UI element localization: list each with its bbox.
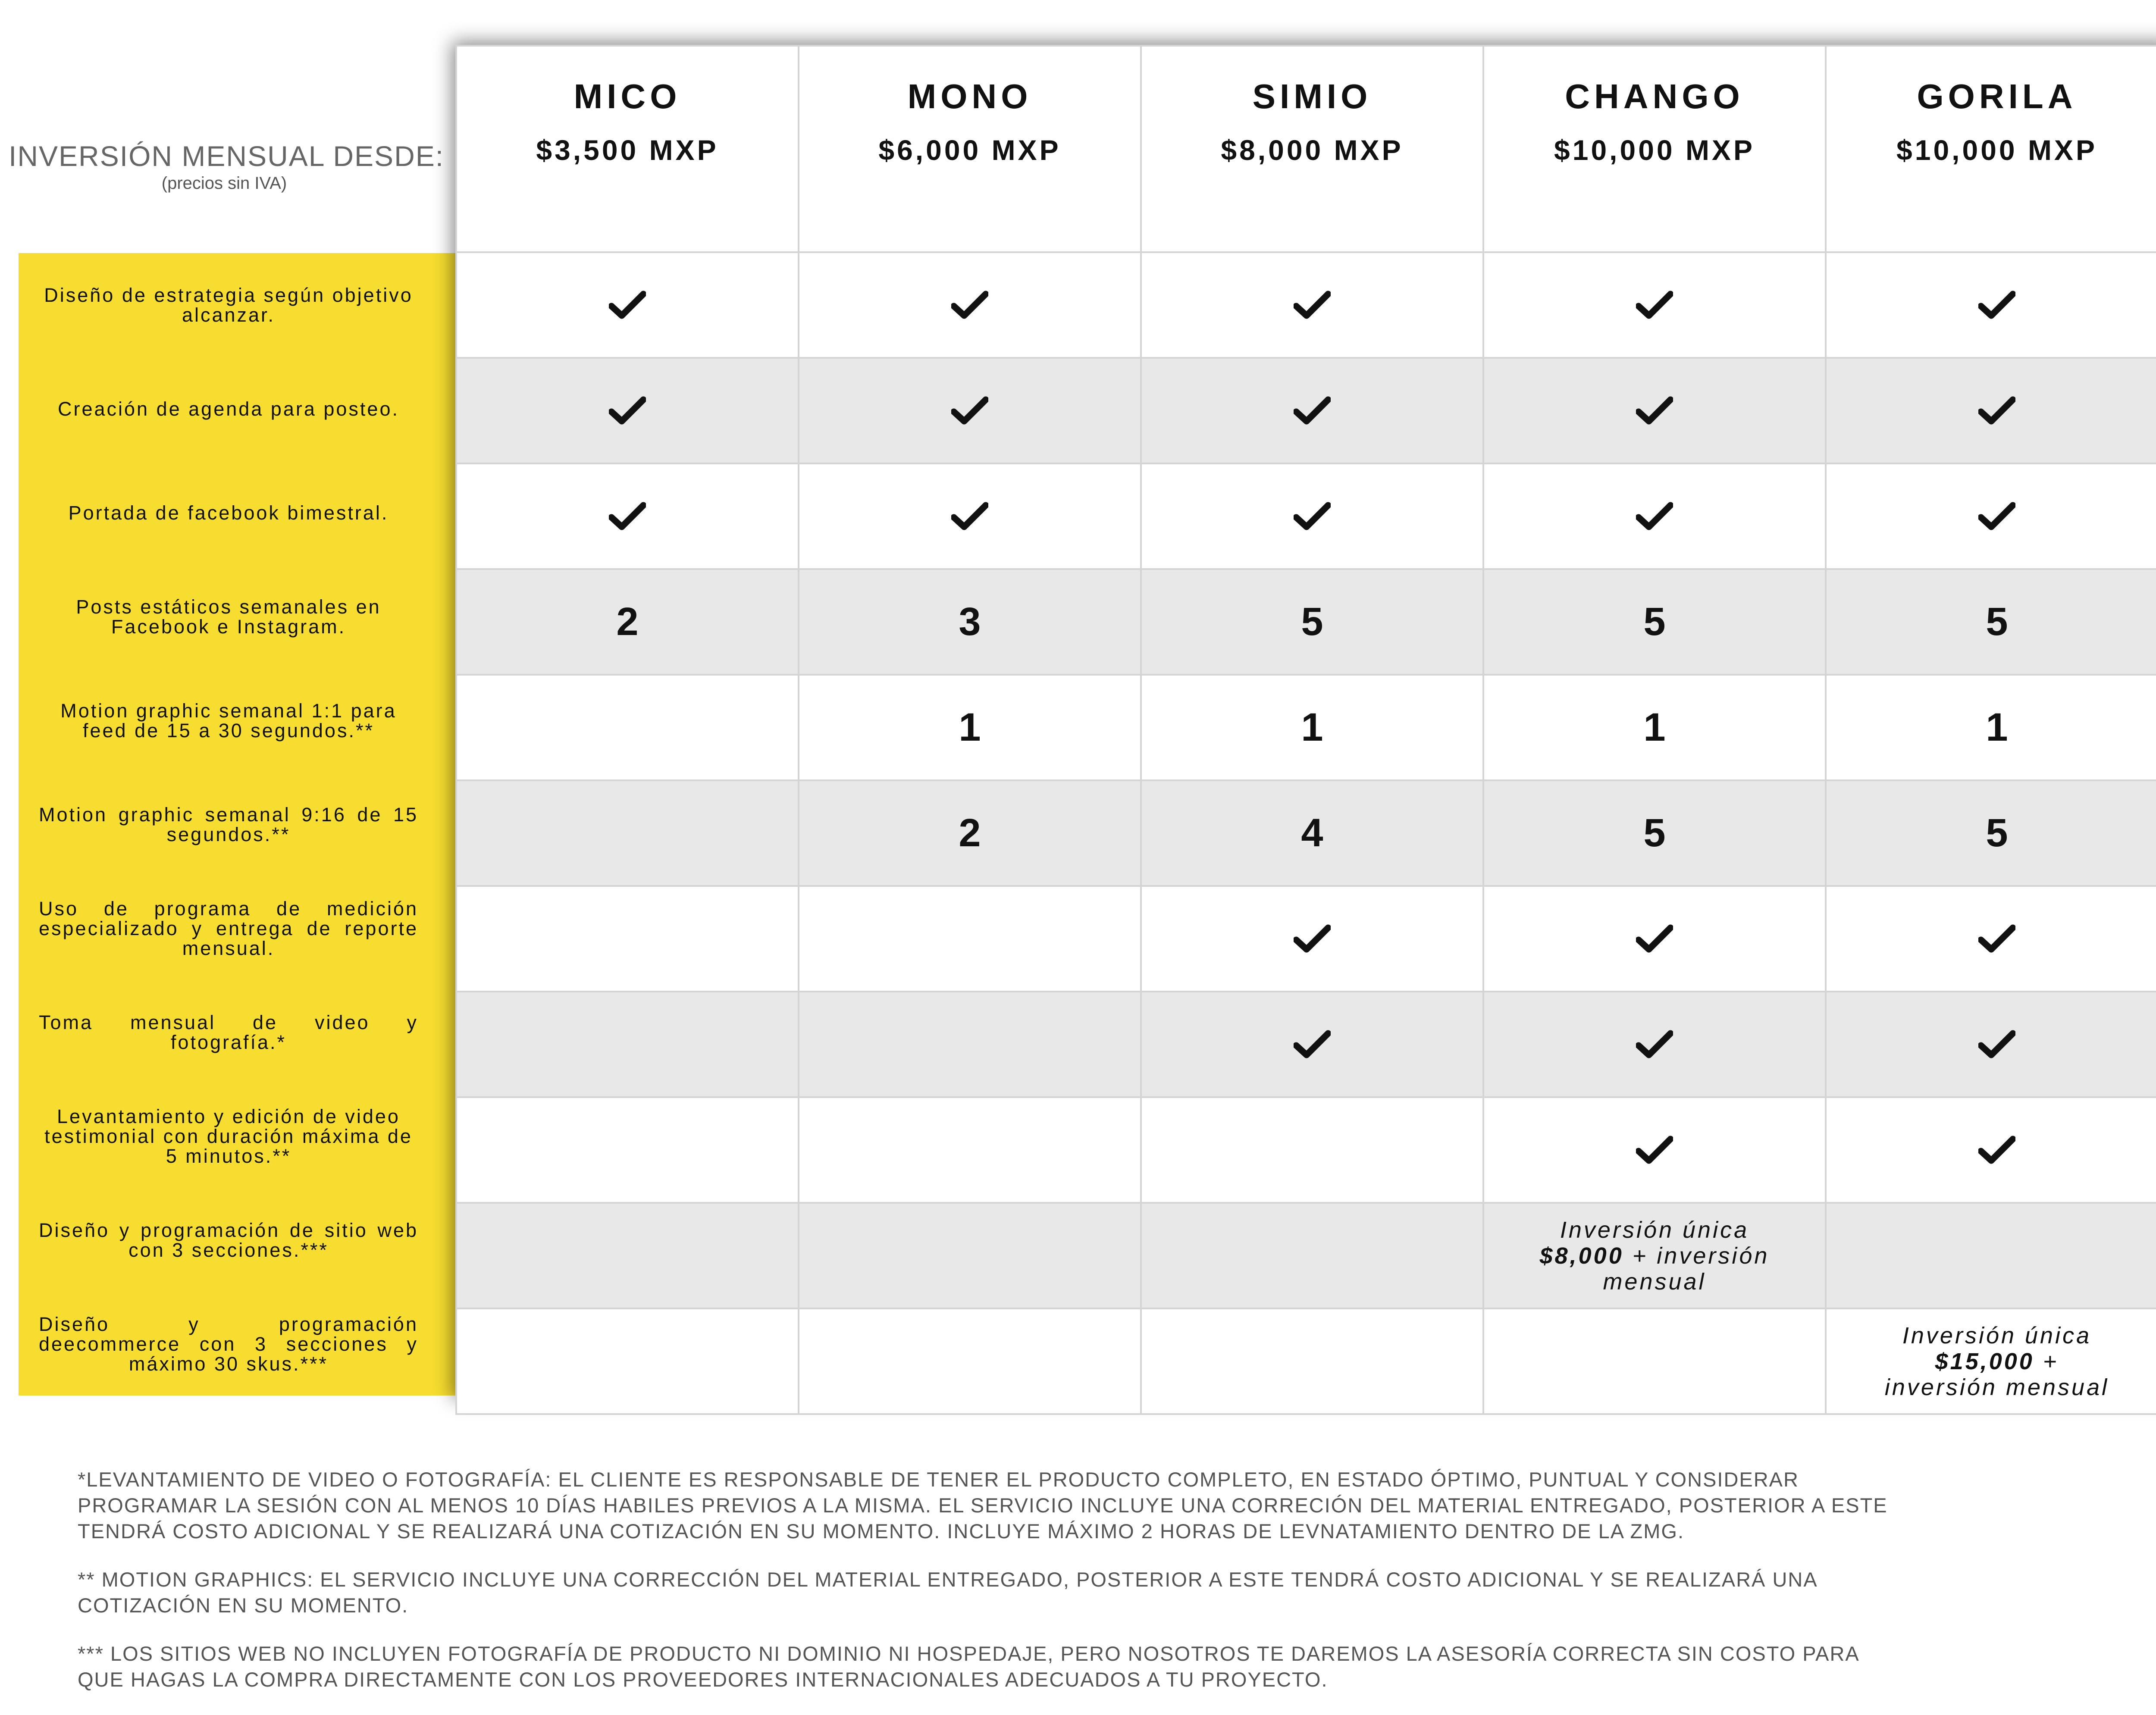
feature-label: Posts estáticos semanales en Facebook e Instagram.: [76, 595, 381, 638]
note-pre: Inversión única: [1560, 1217, 1749, 1243]
table-cell: [1483, 358, 1826, 463]
table-cell: [1141, 252, 1483, 358]
plan-header: [456, 46, 799, 252]
feature-label: Uso de programa de medición especializado y entrega de reporte mensual.: [39, 897, 418, 959]
plan-name: SIMIO: [1252, 77, 1372, 116]
feature-label: Motion graphic semanal 1:1 para feed de 15 a 30 segundos.**: [60, 699, 397, 742]
check-icon: [1294, 513, 1331, 520]
check-icon: [1294, 301, 1331, 309]
one-time-investment-note: [1534, 1217, 1775, 1295]
check-icon: [951, 407, 988, 414]
table-cell: [799, 252, 1141, 358]
plan-header: [799, 46, 1141, 252]
table-cell: [1826, 992, 2156, 1097]
table-cell: [456, 992, 799, 1097]
plan-price: $10,000 MXP: [1896, 134, 2097, 166]
feature-label: Diseño de estrategia según objetivo alcanzar.: [44, 284, 413, 326]
quantity-value: 5: [1643, 811, 1666, 855]
table-cell: [799, 992, 1141, 1097]
plan-name: GORILA: [1917, 77, 2077, 116]
quantity-value: 2: [616, 600, 639, 644]
table-cell: [1826, 886, 2156, 992]
table-cell: [1483, 780, 1826, 886]
one-time-investment-note: [1876, 1323, 2118, 1400]
plan-header-row: [456, 46, 2156, 252]
check-icon: [609, 513, 646, 520]
table-cell: [456, 1097, 799, 1203]
table-cell: [1483, 252, 1826, 358]
check-icon: [609, 301, 646, 309]
quantity-value: 5: [1986, 600, 2008, 644]
plan-price: $10,000 MXP: [1554, 134, 1755, 166]
table-cell: [1483, 1097, 1826, 1203]
table-cell: [456, 675, 799, 780]
table-cell: [1141, 358, 1483, 463]
table-cell: [456, 1203, 799, 1308]
quantity-value: 5: [1301, 600, 1323, 644]
table-cell: [1483, 675, 1826, 780]
quantity-value: 3: [959, 600, 981, 644]
table-row: [456, 780, 2156, 886]
table-cell: [1483, 1308, 1826, 1414]
table-cell: [456, 463, 799, 569]
table-cell: [1826, 780, 2156, 886]
table-row: [456, 463, 2156, 569]
check-icon: [1978, 1041, 2015, 1048]
table-cell: [1141, 1308, 1483, 1414]
table-cell: [1141, 992, 1483, 1097]
feature-item: [39, 253, 418, 357]
investment-label: [9, 139, 445, 193]
table-cell: [1483, 463, 1826, 569]
feature-list: [39, 253, 418, 1396]
feature-label: Toma mensual de video y fotografía.*: [39, 1011, 418, 1053]
quantity-value: 2: [959, 811, 981, 855]
table-cell: [1141, 1097, 1483, 1203]
quantity-value: 5: [1986, 811, 2008, 855]
table-cell: [456, 358, 799, 463]
feature-item: [39, 876, 418, 980]
check-icon: [951, 513, 988, 520]
table-body: [456, 252, 2156, 1414]
feature-item: [39, 461, 418, 565]
quantity-value: 1: [1986, 705, 2008, 749]
check-icon: [609, 407, 646, 414]
table-cell: [799, 569, 1141, 675]
table-cell: [1826, 358, 2156, 463]
note-amount: $8,000: [1539, 1242, 1624, 1269]
feature-label: Diseño y programación deecommerce con 3 secciones y máximo 30 skus.***: [39, 1313, 418, 1375]
table-cell: [1141, 886, 1483, 992]
note-post: + inversión mensual: [1603, 1242, 1770, 1295]
check-icon: [1636, 935, 1673, 942]
plan-name: MICO: [573, 77, 681, 116]
footnote: ** MOTION GRAPHICS: EL SERVICIO INCLUYE UNA CORRECCIÓN DEL MATERIAL ENTREGADO, POSTERIOR A ESTE TENDRÁ COSTO ADICIONAL Y SE REALIZARÁ UNA COTIZACIÓN EN SU MOMENTO.: [78, 1568, 1817, 1617]
footnote: *LEVANTAMIENTO DE VIDEO O FOTOGRAFÍA: EL CLIENTE ES RESPONSABLE DE TENER EL PRODUCTO COMPLETO, EN ESTADO ÓPTIMO, PUNTUAL Y CONSIDERAR PROGRAMAR LA SESIÓN CON AL MENOS 10 DÍAS HABILES PREVIOS A LA MISMA. EL SERVICIO INCLUYE UNA CORRECIÓN DEL MATERIAL ENTREGADO, POSTERIOR A ESTE TENDRÁ COSTO ADICIONAL Y SE REALIZARÁ UNA COTIZACIÓN EN SU MOMENTO. INCLUYE MÁXIMO 2 HORAS DE LEVNATAMIENTO DENTRO DE LA ZMG.: [78, 1468, 1888, 1543]
feature-item: [39, 1292, 418, 1396]
feature-item: [39, 669, 418, 773]
table-cell: [799, 463, 1141, 569]
table-cell: [1141, 569, 1483, 675]
note-pre: Inversión única: [1902, 1322, 2092, 1349]
plan-name: MONO: [907, 77, 1032, 116]
table-cell: [456, 569, 799, 675]
check-icon: [1978, 1146, 2015, 1154]
table-row: [456, 1308, 2156, 1414]
table-cell: [799, 1308, 1141, 1414]
table-cell: [1826, 1097, 2156, 1203]
plan-header: [1826, 46, 2156, 252]
table-cell: [1826, 675, 2156, 780]
table-cell: [456, 252, 799, 358]
table-cell: [1826, 569, 2156, 675]
check-icon: [1294, 935, 1331, 942]
feature-item: [39, 565, 418, 669]
table-cell: [799, 1203, 1141, 1308]
check-icon: [1636, 301, 1673, 309]
quantity-value: 4: [1301, 811, 1323, 855]
feature-label: Levantamiento y edición de video testimonial con duración máxima de 5 minutos.**: [44, 1105, 413, 1167]
table-row: [456, 1203, 2156, 1308]
feature-item: [39, 773, 418, 876]
table-row: [456, 886, 2156, 992]
table-cell: [799, 886, 1141, 992]
feature-label: Portada de facebook bimestral.: [68, 501, 389, 524]
table-cell: [799, 780, 1141, 886]
table-cell: [799, 675, 1141, 780]
check-icon: [951, 301, 988, 309]
plan-header: [1141, 46, 1483, 252]
table-row: [456, 1097, 2156, 1203]
plan-name: CHANGO: [1565, 77, 1744, 116]
note-amount: $15,000: [1935, 1348, 2034, 1374]
table-cell: [1141, 675, 1483, 780]
table-cell: [1483, 569, 1826, 675]
feature-label: Creación de agenda para posteo.: [58, 397, 399, 420]
quantity-value: 1: [1643, 705, 1666, 749]
feature-label: Motion graphic semanal 9:16 de 15 segundos.**: [39, 803, 418, 845]
table-cell: [1141, 463, 1483, 569]
check-icon: [1636, 1041, 1673, 1048]
investment-subtitle: (precios sin IVA): [161, 174, 287, 193]
plan-price: $3,500 MXP: [536, 134, 719, 166]
check-icon: [1978, 935, 2015, 942]
table-cell: [1483, 1203, 1826, 1308]
investment-title: INVERSIÓN MENSUAL DESDE:: [9, 140, 445, 172]
check-icon: [1978, 301, 2015, 309]
check-icon: [1978, 513, 2015, 520]
table-cell: [1483, 886, 1826, 992]
table-row: [456, 675, 2156, 780]
table-cell: [799, 358, 1141, 463]
pricing-table: [455, 45, 2156, 1400]
table-cell: [1826, 1203, 2156, 1308]
feature-item: [39, 1084, 418, 1188]
table-cell: [1141, 780, 1483, 886]
plan-price: $6,000 MXP: [878, 134, 1061, 166]
plan-header: [1483, 46, 1826, 252]
note-post: + inversión mensual: [1884, 1348, 2109, 1400]
table-cell: [1826, 463, 2156, 569]
check-icon: [1636, 1146, 1673, 1154]
check-icon: [1636, 513, 1673, 520]
footnote: *** LOS SITIOS WEB NO INCLUYEN FOTOGRAFÍA DE PRODUCTO NI DOMINIO NI HOSPEDAJE, PERO NOSOTROS TE DAREMOS LA ASESORÍA CORRECTA SIN COSTO PARA QUE HAGAS LA COMPRA DIRECTAMENTE CON LOS PROVEEDORES INTERNACIONALES ADECUADOS A TU PROYECTO.: [78, 1642, 1859, 1691]
table-cell: [799, 1097, 1141, 1203]
table-row: [456, 252, 2156, 358]
check-icon: [1978, 407, 2015, 414]
table-cell: [456, 780, 799, 886]
feature-label: Diseño y programación de sitio web con 3 secciones.***: [39, 1219, 418, 1261]
check-icon: [1294, 1041, 1331, 1048]
table-row: [456, 992, 2156, 1097]
table-cell: [456, 886, 799, 992]
footnotes: [78, 1467, 1889, 1715]
table-cell: [456, 1308, 799, 1414]
quantity-value: 1: [959, 705, 981, 749]
table-cell: [1826, 1308, 2156, 1414]
feature-item: [39, 357, 418, 461]
table-row: [456, 358, 2156, 463]
check-icon: [1636, 407, 1673, 414]
table-row: [456, 569, 2156, 675]
quantity-value: 1: [1301, 705, 1323, 749]
table-cell: [1141, 1203, 1483, 1308]
quantity-value: 5: [1643, 600, 1666, 644]
plan-price: $8,000 MXP: [1221, 134, 1404, 166]
feature-item: [39, 980, 418, 1084]
table-cell: [1483, 992, 1826, 1097]
feature-item: [39, 1188, 418, 1292]
table-cell: [1826, 252, 2156, 358]
check-icon: [1294, 407, 1331, 414]
